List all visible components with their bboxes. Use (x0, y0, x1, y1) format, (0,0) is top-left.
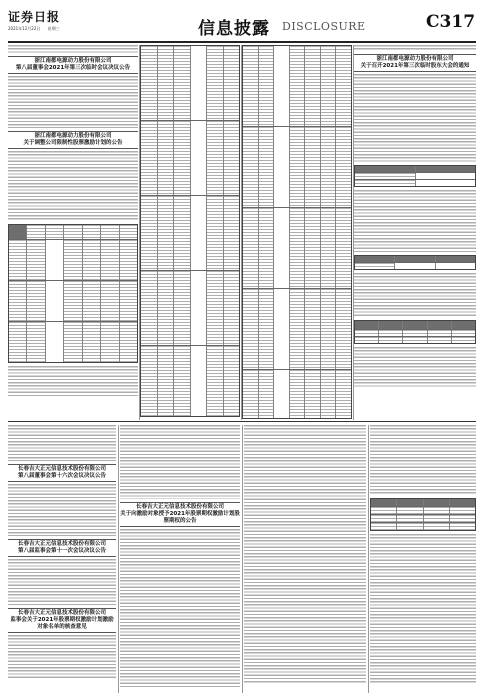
issue-meta (8, 26, 66, 32)
bottom-column-a (8, 425, 116, 693)
column-divider (368, 425, 369, 693)
data-table (140, 45, 240, 417)
notice-body (8, 366, 138, 396)
data-table (242, 45, 352, 419)
bottom-column-c (244, 425, 366, 693)
bottom-column-d (370, 425, 476, 693)
issue-weekday: 星期三 (47, 26, 60, 31)
notice-heading-a1: 浙江南都电源动力股份有限公司 第八届董事会2021年第三次临时会议决议公告 (8, 56, 138, 74)
notice-body (370, 425, 476, 495)
notice-body (8, 151, 138, 221)
column-c (242, 45, 352, 420)
data-table (354, 320, 476, 344)
column-a (8, 45, 138, 420)
column-divider (242, 425, 243, 693)
text-block (354, 45, 476, 51)
notice-body (120, 529, 240, 689)
notice-body (354, 74, 476, 162)
notice-body (370, 534, 476, 684)
column-divider (118, 425, 119, 693)
section-divider (8, 421, 476, 422)
notice-heading-a2: 浙江南都电源动力股份有限公司 关于调整公司限制性股票激励计划的公告 (8, 131, 138, 149)
bottom-column-b (120, 425, 240, 693)
notice-heading-d1: 浙江南都电源动力股份有限公司 关于召开2021年第三次临时股东大会的通知 (354, 54, 476, 72)
data-table (8, 224, 138, 363)
notice-body (354, 347, 476, 387)
notice-body (354, 273, 476, 317)
data-table (354, 165, 476, 187)
issue-date: 2021年12月22日 (8, 26, 41, 31)
page-number: C317 (426, 12, 476, 32)
column-b (140, 45, 240, 420)
column-d (354, 45, 476, 420)
notice-heading-b1: 长春吉大正元信息技术股份有限公司 第八届董事会第十六次会议决议公告 (8, 464, 116, 482)
notice-body (8, 425, 116, 461)
section-title: 信息披露 (198, 19, 270, 39)
notice-body (8, 635, 116, 679)
masthead (0, 0, 484, 44)
notice-heading-b2: 长春吉大正元信息技术股份有限公司 第八届监事会第十一次会议决议公告 (8, 539, 116, 557)
notice-body (354, 190, 476, 252)
text-block (8, 45, 138, 53)
notice-body (120, 425, 240, 499)
notice-body (8, 76, 138, 128)
newspaper-logo: 证券日报 (8, 10, 61, 24)
section-subtitle: DISCLOSURE (282, 20, 366, 33)
notice-body (244, 425, 366, 683)
data-table (370, 498, 476, 531)
notice-body (8, 484, 116, 536)
notice-heading-b3: 长春吉大正元信息技术股份有限公司 监事会关于2021年股票期权激励计划激励对象名单的核查意见 (8, 608, 116, 633)
masthead-rule (8, 41, 476, 43)
data-table (354, 255, 476, 270)
notice-heading-c1: 长春吉大正元信息技术股份有限公司 关于向激励对象授予2021年股票期权激励计划股票期权的公告 (120, 502, 240, 527)
notice-body (8, 559, 116, 605)
